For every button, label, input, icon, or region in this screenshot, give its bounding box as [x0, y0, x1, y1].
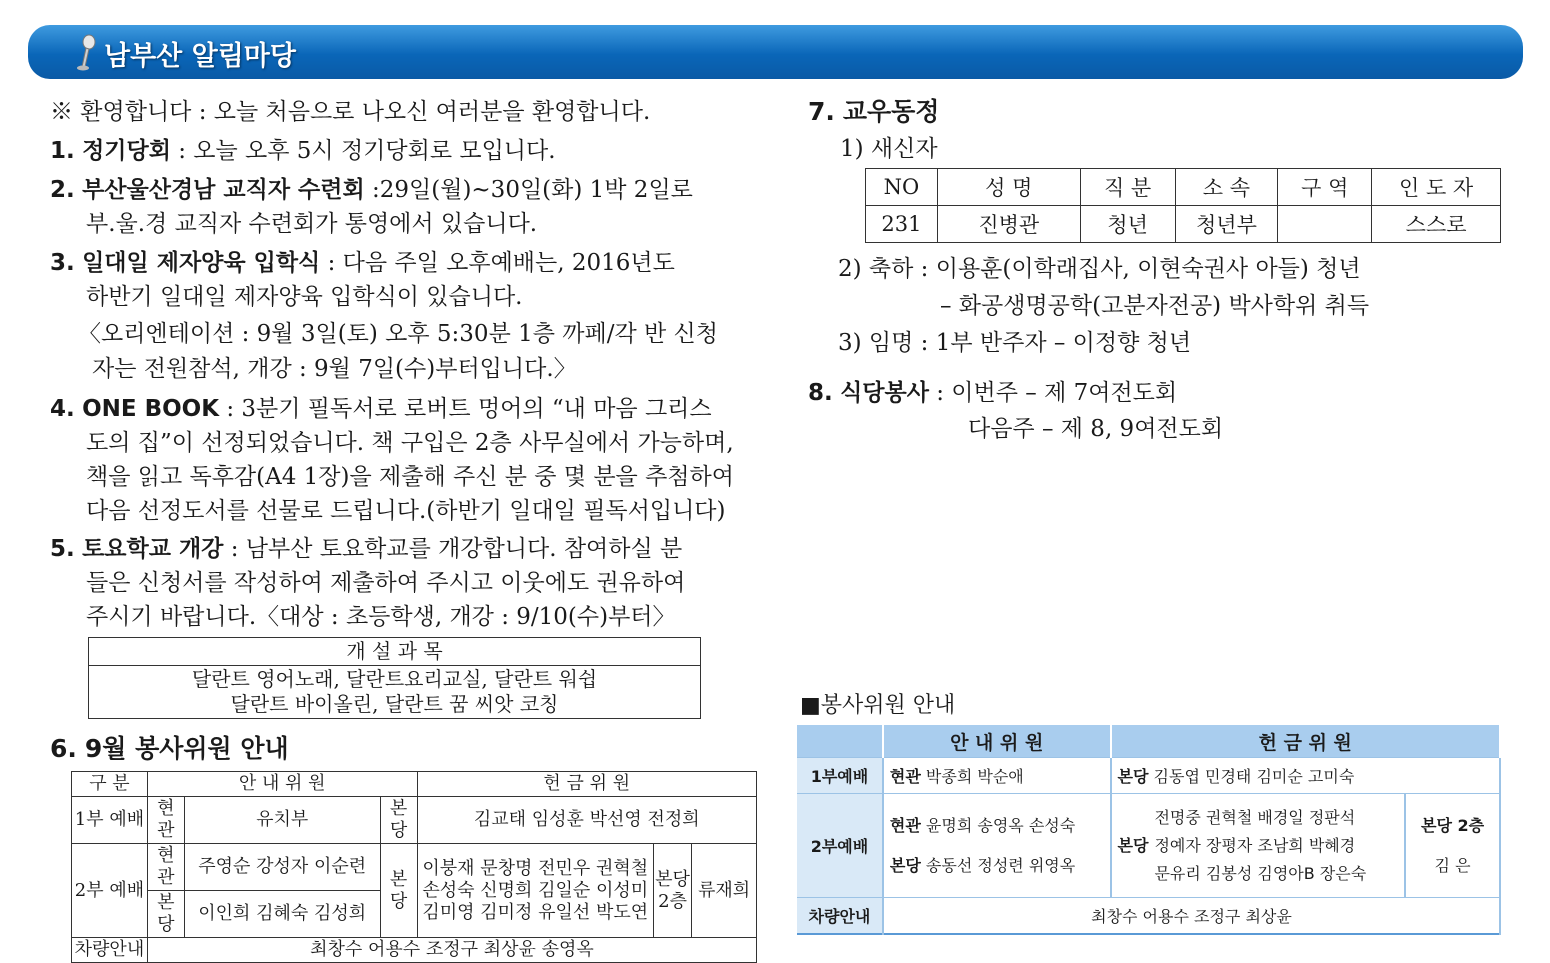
- newcomer-header-cell: 소 속: [1175, 169, 1278, 206]
- cell-floor: 본당 2층: [654, 844, 692, 938]
- cell-guide-names: 주영순 강성자 이순련: [184, 844, 380, 891]
- newcomer-data-cell: 청년부: [1175, 206, 1278, 243]
- banner-title: 남부산 알림마당: [104, 41, 296, 72]
- item-2: 2. 부산울산경남 교직자 수련회 :29일(월)~30일(화) 1박 2일로: [50, 177, 693, 203]
- cell-guide-header: 안 내 위 원: [147, 772, 417, 797]
- service1-guide: 현관 박종희 박순애: [883, 758, 1111, 794]
- cell-guide-names: 유치부: [184, 797, 380, 844]
- service-guide-header: 안 내 위 원: [883, 725, 1111, 758]
- item-5-cont2: 주시기 바랍니다.〈대상 : 초등학생, 개강 : 9/10(수)부터〉: [86, 604, 676, 630]
- service-guide-table: [797, 725, 1501, 935]
- newcomer-header-cell: 구 역: [1278, 169, 1372, 206]
- item-7-title: 교우동정: [842, 97, 940, 126]
- item-1: 1. 정기당회 : 오늘 오후 5시 정기당회로 모입니다.: [50, 138, 556, 164]
- item-3-cont1: 하반기 일대일 제자양육 입학식이 있습니다.: [86, 284, 523, 310]
- service2-floor: 본당 2층 김 은: [1405, 794, 1500, 898]
- service2-guide: 현관 윤명희 송영옥 손성숙 본당 송동선 정성련 위영옥: [883, 794, 1111, 898]
- item-8-title: 식당봉사: [840, 380, 929, 406]
- cell-bon: 본당: [380, 844, 417, 938]
- cell-gwan: 현관: [147, 844, 184, 891]
- item-4: 4. ONE BOOK : 3분기 필독서로 로버트 멍어의 “내 마음 그리스: [50, 396, 712, 422]
- newcomer-header-cell: 인 도 자: [1372, 169, 1501, 206]
- congrats-cont: – 화공생명공학(고분자전공) 박사학위 취득: [940, 293, 1370, 319]
- newcomer-header-cell: 성 명: [937, 169, 1080, 206]
- cell-service1-label: 1부 예배: [72, 797, 148, 844]
- item-8: 8. 식당봉사 : 이번주 – 제 7여전도회: [808, 380, 1178, 406]
- item-1-title: 정기당회: [82, 138, 171, 164]
- item-5: 5. 토요학교 개강 : 남부산 토요학교를 개강합니다. 참여하실 분: [50, 536, 683, 562]
- newcomer-header-row: [866, 169, 1501, 206]
- cell-offering-header: 헌 금 위 원: [417, 772, 757, 797]
- car-names: 최창수 어용수 조정구 최상윤: [883, 898, 1500, 934]
- newcomer-data-cell: [1278, 206, 1372, 243]
- service2-offering: 본당 전명중 권혁철 배경일 정판석 정예자 장평자 조남희 박혜경 문유리 김봉성 김영아B 장은숙: [1111, 794, 1406, 898]
- newcomer-header-cell: 직 분: [1080, 169, 1175, 206]
- header-banner: [28, 25, 1523, 79]
- item-3-cont3: 자는 전원참석, 개강 : 9월 7일(수)부터입니다.〉: [92, 356, 577, 382]
- item-4-cont2: 책을 읽고 독후감(A4 1장)을 제출해 주신 분 중 몇 분을 추첨하여: [86, 464, 734, 490]
- item-4-cont1: 도의 집”이 선정되었습니다. 책 구입은 2층 사무실에서 가능하며,: [86, 430, 734, 456]
- cell-gubun-header: 구 분: [72, 772, 148, 797]
- appoint-line: 3) 임명 : 1부 반주자 – 이정향 청년: [838, 330, 1192, 356]
- item-4-cont3: 다음 선정도서를 선물로 드립니다.(하반기 일대일 필독서입니다): [86, 498, 726, 524]
- item-6-title: 9월 봉사위원 안내: [84, 734, 289, 763]
- cell-car-names: 최창수 어용수 조정구 최상윤 송영옥: [147, 938, 756, 963]
- courses-table: [88, 637, 701, 719]
- item-3-title: 일대일 제자양육 입학식: [82, 250, 321, 276]
- volunteer-table-september: [71, 771, 757, 963]
- service1-offering: 본당 김동엽 민경태 김미순 고미숙: [1111, 758, 1500, 794]
- cell-offering-names: 이붕재 문창명 전민우 권혁철 손성숙 신명희 김일순 이성미 김미영 김미정 유일선 박도연: [417, 844, 654, 938]
- microphone-icon: [76, 34, 98, 72]
- cell-service2-label: 2부 예배: [72, 844, 148, 938]
- item-6: 6. 9월 봉사위원 안내: [50, 734, 289, 763]
- newcomer-table: [865, 168, 1501, 243]
- service1-label: 1부예배: [797, 758, 883, 794]
- item-5-cont1: 들은 신청서를 작성하여 제출하여 주시고 이웃에도 권유하여: [86, 570, 686, 596]
- item-2-title: 부산울산경남 교직자 수련회: [82, 177, 365, 203]
- item-4-title: ONE BOOK: [82, 396, 220, 422]
- cell-offering-names: 김교태 임성훈 박선영 전정희: [417, 797, 757, 844]
- item-5-title: 토요학교 개강: [82, 536, 224, 562]
- congrats-line: 2) 축하 : 이용훈(이학래집사, 이현숙권사 아들) 청년: [838, 256, 1361, 282]
- car-label: 차량안내: [797, 898, 883, 934]
- cell-bon: 본당: [380, 797, 417, 844]
- service2-label: 2부예배: [797, 794, 883, 898]
- cell-bon: 본당: [147, 891, 184, 938]
- service-offering-header: 헌 금 위 원: [1111, 725, 1500, 758]
- item-7: 7. 교우동정: [808, 97, 940, 126]
- cell-gwan: 현관: [147, 797, 184, 844]
- item-8-cont: 다음주 – 제 8, 9여전도회: [968, 416, 1224, 442]
- newcomer-data-cell: 청년: [1080, 206, 1175, 243]
- item-2-cont: 부.울.경 교직자 수련회가 통영에서 있습니다.: [86, 211, 538, 237]
- cell-car-label: 차량안내: [72, 938, 148, 963]
- newcomer-data-cell: 스스로: [1372, 206, 1501, 243]
- newcomer-data-row: [866, 206, 1501, 243]
- courses-list: 달란트 영어노래, 달란트요리교실, 달란트 워쉽 달란트 바이올린, 달란트 꿈 씨앗 코칭: [89, 666, 701, 719]
- newcomer-header-cell: NO: [866, 169, 938, 206]
- newcomer-data-cell: 진병관: [937, 206, 1080, 243]
- service-guide-title: ■봉사위원 안내: [800, 693, 956, 718]
- newcomer-data-cell: 231: [866, 206, 938, 243]
- cell-guide-names: 이인희 김혜숙 김성희: [184, 891, 380, 938]
- item-3: 3. 일대일 제자양육 입학식 : 다음 주일 오후예배는, 2016년도: [50, 250, 675, 276]
- newcomer-title: 1) 새신자: [840, 136, 938, 162]
- cell-floor-name: 류재희: [692, 844, 757, 938]
- welcome-line: ※ 환영합니다 : 오늘 처음으로 나오신 여러분을 환영합니다.: [50, 99, 651, 125]
- item-3-cont2: 〈오리엔테이션 : 9월 3일(토) 오후 5:30분 1층 까페/각 반 신청: [78, 321, 718, 347]
- courses-header: 개 설 과 목: [89, 638, 701, 666]
